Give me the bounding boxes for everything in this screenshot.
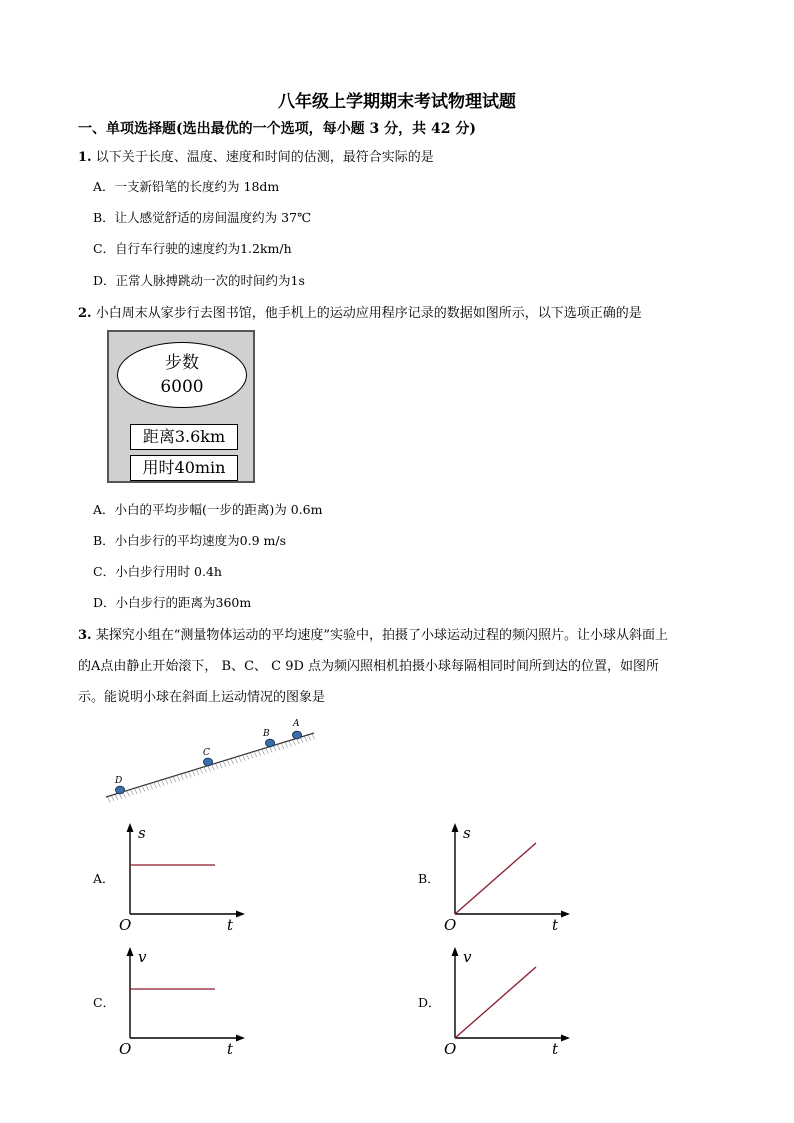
- question-3-stem-line-2: 的A点由静止开始滚下， B、C、 C 9D 点为频闪照相机拍摄小球每隔相同时间所到达的位置，如图所: [78, 659, 660, 674]
- q3-option-c-label: C．: [93, 995, 116, 1010]
- pedometer-figure: [107, 330, 255, 483]
- steps-value: 6000: [160, 377, 204, 397]
- origin-label: O: [444, 916, 457, 934]
- ball-c: [203, 748, 213, 766]
- graph-c: [115, 942, 255, 1058]
- x-axis-label: t: [227, 1040, 234, 1058]
- time-box: 用时40min: [130, 455, 238, 481]
- x-axis-label: t: [552, 916, 559, 934]
- point-a-label: A: [293, 719, 300, 729]
- question-1-stem: 以下关于长度、温度、速度和时间的估测，最符合实际的是: [95, 150, 434, 165]
- question-3-stem-line-1: 某探究小组在“测量物体运动的平均速度”实验中，拍摄了小球运动过程的频闪照片。让小球从斜面上: [95, 628, 669, 643]
- x-axis-label: t: [227, 916, 234, 934]
- incline-slope: [106, 733, 316, 803]
- question-1-number: 1.: [78, 150, 92, 165]
- graph-line: [455, 967, 536, 1038]
- question-2-stem: 小白周末从家步行去图书馆，他手机上的运动应用程序记录的数据如图所示，以下选项正确的是: [95, 306, 642, 321]
- q2-option-a: A．小白的平均步幅(一步的距离)为 0.6m: [93, 502, 323, 517]
- ball-a: [292, 719, 302, 739]
- q2-option-c: C．小白步行用时 0.4h: [93, 564, 222, 579]
- q1-option-d: D．正常人脉搏跳动一次的时间约为1s: [93, 273, 305, 288]
- q1-option-c: C．自行车行驶的速度约为1.2km/h: [93, 241, 292, 256]
- steps-ellipse: [117, 342, 247, 408]
- q3-option-b-label: B．: [418, 871, 440, 886]
- graph-d: [440, 942, 580, 1058]
- question-2-number: 2.: [78, 306, 92, 321]
- origin-label: O: [119, 1040, 132, 1058]
- origin-label: O: [444, 1040, 457, 1058]
- incline-figure: [100, 715, 325, 807]
- ball-b: [262, 729, 275, 747]
- graph-line: [455, 843, 536, 914]
- q2-option-b: B．小白步行的平均速度为0.9 m/s: [93, 533, 287, 548]
- steps-label: 步数: [165, 353, 199, 373]
- page-title: 八年级上学期期末考试物理试题: [278, 92, 516, 112]
- origin-label: O: [119, 916, 132, 934]
- graph-a: [115, 818, 255, 934]
- x-axis-label: t: [552, 1040, 559, 1058]
- y-axis-label: v: [463, 948, 472, 966]
- distance-box: 距离3.6km: [130, 424, 238, 450]
- q1-option-a: A．一支新铅笔的长度约为 18dm: [93, 179, 280, 194]
- q3-option-a-label: A．: [93, 871, 115, 886]
- y-axis-label: s: [463, 824, 471, 842]
- section-heading: 一、单项选择题(选出最优的一个选项，每小题 3 分，共 42 分): [78, 121, 476, 137]
- q1-option-b: B．让人感觉舒适的房间温度约为 37℃: [93, 210, 312, 225]
- graph-b: [440, 818, 580, 934]
- question-2: [78, 302, 642, 321]
- question-3: [78, 624, 668, 643]
- y-axis-label: v: [138, 948, 147, 966]
- y-axis-label: s: [138, 824, 146, 842]
- ball-d: [114, 776, 125, 794]
- question-1: [78, 146, 434, 165]
- question-3-stem-line-3: 示。能说明小球在斜面上运动情况的图象是: [78, 690, 326, 705]
- question-3-number: 3.: [78, 628, 92, 643]
- point-b-label: B: [263, 729, 270, 739]
- point-c-label: C: [203, 748, 210, 758]
- q3-option-d-label: D．: [418, 995, 441, 1010]
- point-d-label: D: [115, 776, 123, 786]
- q2-option-d: D．小白步行的距离为360m: [93, 595, 252, 610]
